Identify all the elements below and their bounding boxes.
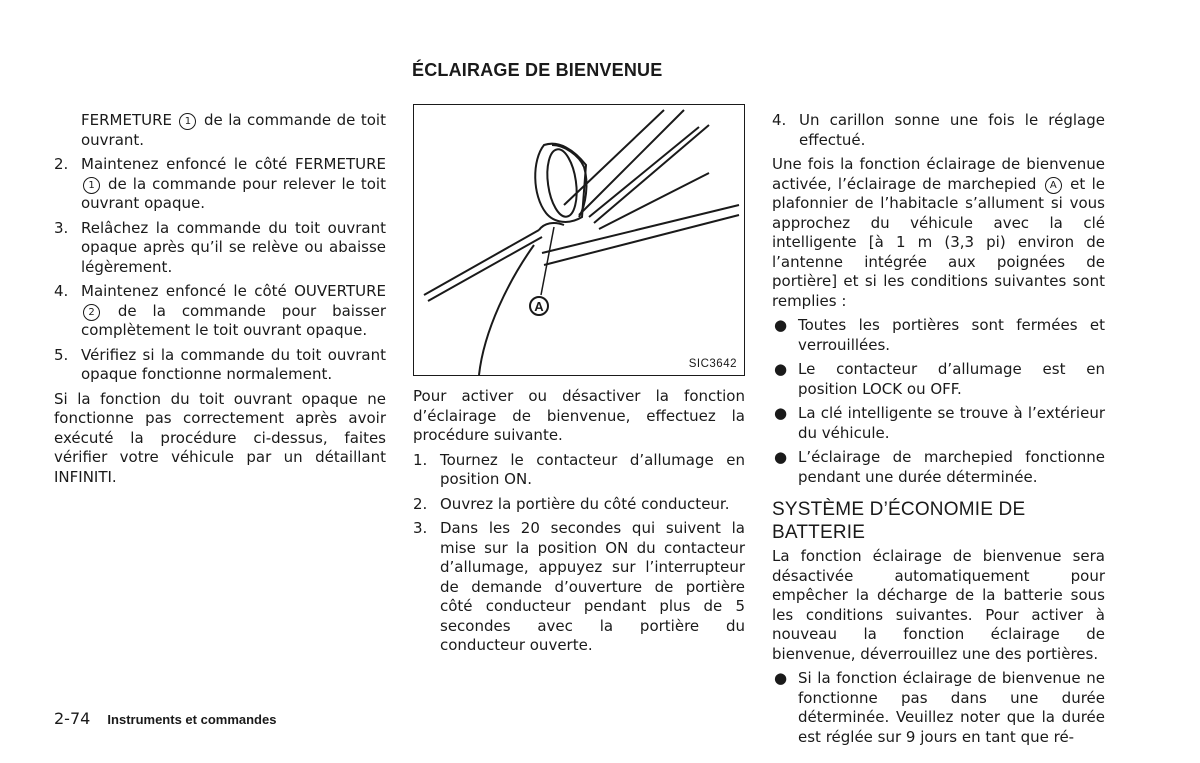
page-footer: [54, 709, 276, 728]
bullet-text: La clé intelligente se trouve à l’extérieur du véhicule.: [798, 404, 1105, 442]
middle-column: [413, 387, 745, 661]
intro-paragraph: Pour activer ou désactiver la fonction d’éclairage de bienvenue, effectuez la procédure suivante.: [413, 387, 745, 444]
marker-1-icon: 1: [83, 177, 100, 194]
closing-paragraph: Si la fonction du toit ouvrant opaque ne fonctionne pas correctement après avoir exécuté la procédure ci-dessus, faites vérifier votre véhicule par un détaillant INFINITI.: [54, 389, 386, 486]
battery-bullet: [772, 669, 1105, 747]
figure-code: SIC3642: [688, 358, 737, 370]
condition-bullet: [772, 404, 1105, 443]
mirror-puddle-light-drawing: [414, 105, 744, 375]
step-text: Dans les 20 secondes qui suivent la mise sur la position ON du contacteur d’allumage, appuyez sur l’interrupteur de demande d’ouverture de portière côté conducteur pendant plus de 5 secondes avec la portière du conducteur ouverte.: [440, 519, 745, 654]
paragraph-text: et le plafonnier de l’habitacle s’allument si vous approchez du véhicule avec la clé intelligente [à 1 m (3,3 pi) environ de l’antenne intégrée aux poignées de portière] et si les conditions suivantes sont remplies :: [772, 174, 1105, 310]
page-number: 2-74: [54, 709, 91, 728]
step-text: de la commande pour baisser complètement le toit ouvrant opaque.: [81, 301, 386, 339]
step-5: [54, 346, 386, 385]
callout-a-label: A: [534, 299, 544, 314]
battery-saver-heading: SYSTÈME D’ÉCONOMIE DE BATTERIE: [772, 499, 1026, 543]
illustration-mirror: [413, 104, 745, 376]
step-2: [54, 155, 386, 214]
bullet-icon: ●: [774, 448, 788, 466]
step-number: 2.: [413, 494, 428, 513]
step-3: [54, 219, 386, 278]
mid-step-1: [413, 451, 745, 490]
step-text: Ouvrez la portière du côté conducteur.: [440, 494, 730, 513]
activation-paragraph: [772, 155, 1105, 311]
step-text: Maintenez enfoncé le côté FERMETURE: [81, 155, 386, 173]
step-text: FERMETURE: [81, 111, 172, 129]
paragraph-text: Une fois la fonction éclairage de bienvenue activée, l’éclairage de marchepied: [772, 155, 1105, 193]
right-column: [772, 111, 1105, 752]
step-number: 4.: [54, 282, 69, 300]
step-number: 4.: [772, 111, 787, 129]
step-number: 5.: [54, 345, 69, 364]
step-number: 2.: [54, 155, 69, 173]
bullet-text: Le contacteur d’allumage est en position LOCK ou OFF.: [798, 360, 1105, 398]
step-number: 3.: [413, 519, 428, 537]
bullet-text: L’éclairage de marchepied fonctionne pendant une durée déterminée.: [798, 448, 1105, 486]
section-title: ÉCLAIRAGE DE BIENVENUE: [412, 60, 663, 80]
condition-bullet: [772, 360, 1105, 399]
step-text: Maintenez enfoncé le côté OUVERTURE: [81, 282, 386, 300]
step-number: 3.: [54, 218, 69, 237]
step-text: Tournez le contacteur d’allumage en position ON.: [440, 450, 745, 488]
battery-paragraph: La fonction éclairage de bienvenue sera désactivée automatiquement pour empêcher la décharge de la batterie sous les conditions suivantes. Pour activer à nouveau la fonction éclairage de bienvenue, déverrouillez une des portières.: [772, 547, 1105, 663]
step-text: Relâchez la commande du toit ouvrant opaque après qu’il se relève ou abaisse légèrement.: [81, 218, 386, 276]
step-text: Un carillon sonne une fois le réglage effectué.: [799, 111, 1105, 149]
step-text: de la commande pour relever le toit ouvrant opaque.: [81, 174, 386, 212]
mid-step-2: [413, 495, 745, 515]
continued-step: [54, 111, 386, 150]
bullet-icon: ●: [774, 404, 788, 422]
step-number: 1.: [413, 450, 428, 469]
mid-step-3: [413, 519, 745, 656]
bullet-icon: ●: [774, 316, 788, 334]
condition-bullet: [772, 448, 1105, 487]
marker-1-icon: 1: [179, 113, 196, 130]
condition-bullet: [772, 316, 1105, 355]
bullet-text: Si la fonction éclairage de bienvenue ne fonctionne pas dans une durée déterminée. Veuillez noter que la durée est réglée sur 9 jours en tant que ré-: [798, 669, 1105, 746]
step-text: Vérifiez si la commande du toit ouvrant opaque fonctionne normalement.: [81, 345, 386, 383]
step-text: de la commande de toit ouvrant.: [81, 111, 386, 149]
marker-a-icon: A: [1045, 177, 1062, 194]
chapter-title: Instruments et commandes: [107, 712, 277, 727]
bullet-icon: ●: [774, 669, 788, 687]
marker-2-icon: 2: [83, 304, 100, 321]
left-column: [54, 111, 386, 492]
bullet-icon: ●: [774, 360, 788, 378]
step-4: [54, 282, 386, 341]
bullet-text: Toutes les portières sont fermées et verrouillées.: [798, 316, 1105, 354]
right-step-4: [772, 111, 1105, 150]
